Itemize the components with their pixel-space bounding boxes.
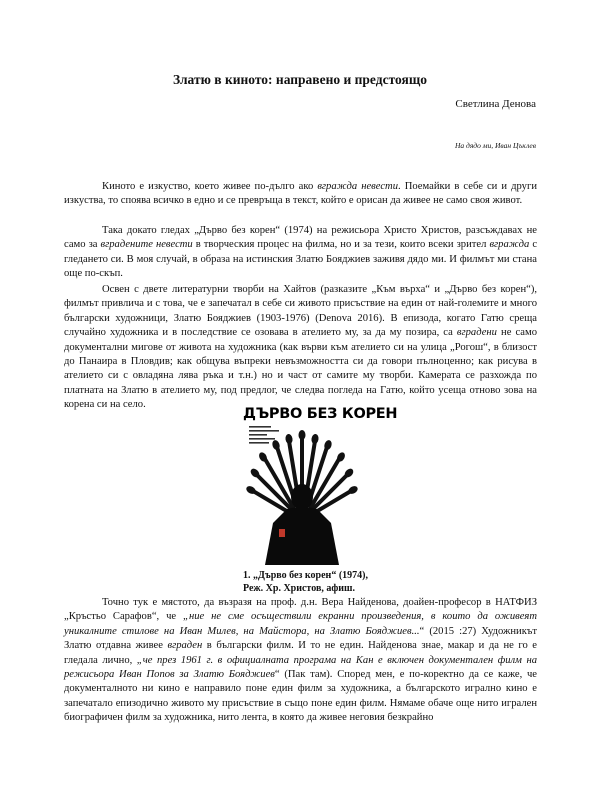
italic-run: „че през 1961 г. в официалната програма на Кан е включен документален филм на режисьора Иван Попов за Златю Бояджиев (64, 654, 537, 681)
paragraph-4 (64, 596, 537, 726)
italic-run: вграден (167, 640, 203, 652)
poster-title: ДЪРВО БЕЗ КОРЕН (243, 406, 398, 422)
paragraph-3 (64, 283, 537, 413)
text-run: не само документални мигове от живота на художника (как върви към ателието си на улица „Рогош“, в близост до Панаира в Пловдив; как общува въпреки невъзможността си да говори пълноценно; как рисува в ателието си с овладяна лява ръка и т.н.) но и част от самите му творби. Камерата се разхожда по платната на Златю в ателието му, под предлог, че следва погледа на Гатю, който усеща отново зова на корена си на село. (64, 327, 538, 411)
text-run: “ (Пак там). Според мен, е по-коректно да се каже, че документалното ни кино е направило поне един филм за художника, а българското игрално кино е запечатало епизодично живото му присъствие в също поне един филм. Нямаме обаче още нито игрален биографичен филм за художника, нито лента, в която да живее неговия безкрайно (64, 669, 537, 724)
italic-run: „ние не сме осъществили екранни произведения, в които да оживеят уникалните стилове на Иван Милев, на Майстора, на Златю Бояджиев... (64, 611, 537, 637)
text-run: “ (2015 :27) Художникът Златю отдавна живее (64, 625, 537, 652)
text-run: в български филм. И то не един. Найденова знае, макар и да не го е гледала лично, (64, 640, 537, 666)
film-poster (243, 405, 398, 565)
paragraph-2 (64, 224, 537, 282)
dedication: На дядо ми, Иван Цъклев (454, 141, 536, 150)
caption-line-2: Реж. Хр. Христов, афиш. (243, 582, 355, 594)
text-run: Киното е изкуство, което живее по-дълго ако (102, 181, 318, 192)
author-name: Светлина Денова (455, 98, 536, 110)
poster-illustration (243, 423, 361, 565)
caption-line-1: 1. „Дърво без корен“ (1974), (243, 570, 368, 581)
paragraph-1 (64, 180, 537, 209)
text-run: в творческия процес на филма, но и за тези, които всеки зрител (192, 239, 490, 251)
italic-run: вградените невести (100, 239, 193, 251)
italic-run: вгражда невести (317, 181, 398, 192)
italic-run: вгражда (489, 239, 530, 251)
figure-caption (243, 570, 403, 595)
text-run: Така докато гледах „Дърво без корен“ (1974) на режисьора Христо Христов, разсъждавах не само за (64, 225, 537, 251)
text-run: с гледането си. В моя случай, в образа на истинския Златю Бояджиев заживя дядо ми. И филмът ми стана още по-скъп. (64, 239, 538, 280)
article-title: Златю в киното: направено и предстоящо (173, 72, 427, 87)
text-run: Точно тук е мястото, да възразя на проф. д.н. Вера Найденова, доайен-професор в НАТФИЗ „Кръстьо Сарафов“, че (64, 597, 537, 623)
italic-run: вградени (456, 327, 497, 339)
text-run: Освен с двете литературни творби на Хайтов (разказите „Към върха“ и „Дърво без корен“), филмът привлича и с това, че е запечатал в себе си живото присъствие на един от най-големите и много български художници, Златю Бояджиев (1903-1976) (Denova 2016). В епизода, когато Гатю среща случайно художника и в последствие се озовава в ателието му, за да му позира, са (64, 284, 537, 339)
text-run: . Поемайки в себе си и други изкуства, то споява всичко в едно и се превръща в текст, който е орисан да живее не само своя живот. (64, 181, 537, 207)
